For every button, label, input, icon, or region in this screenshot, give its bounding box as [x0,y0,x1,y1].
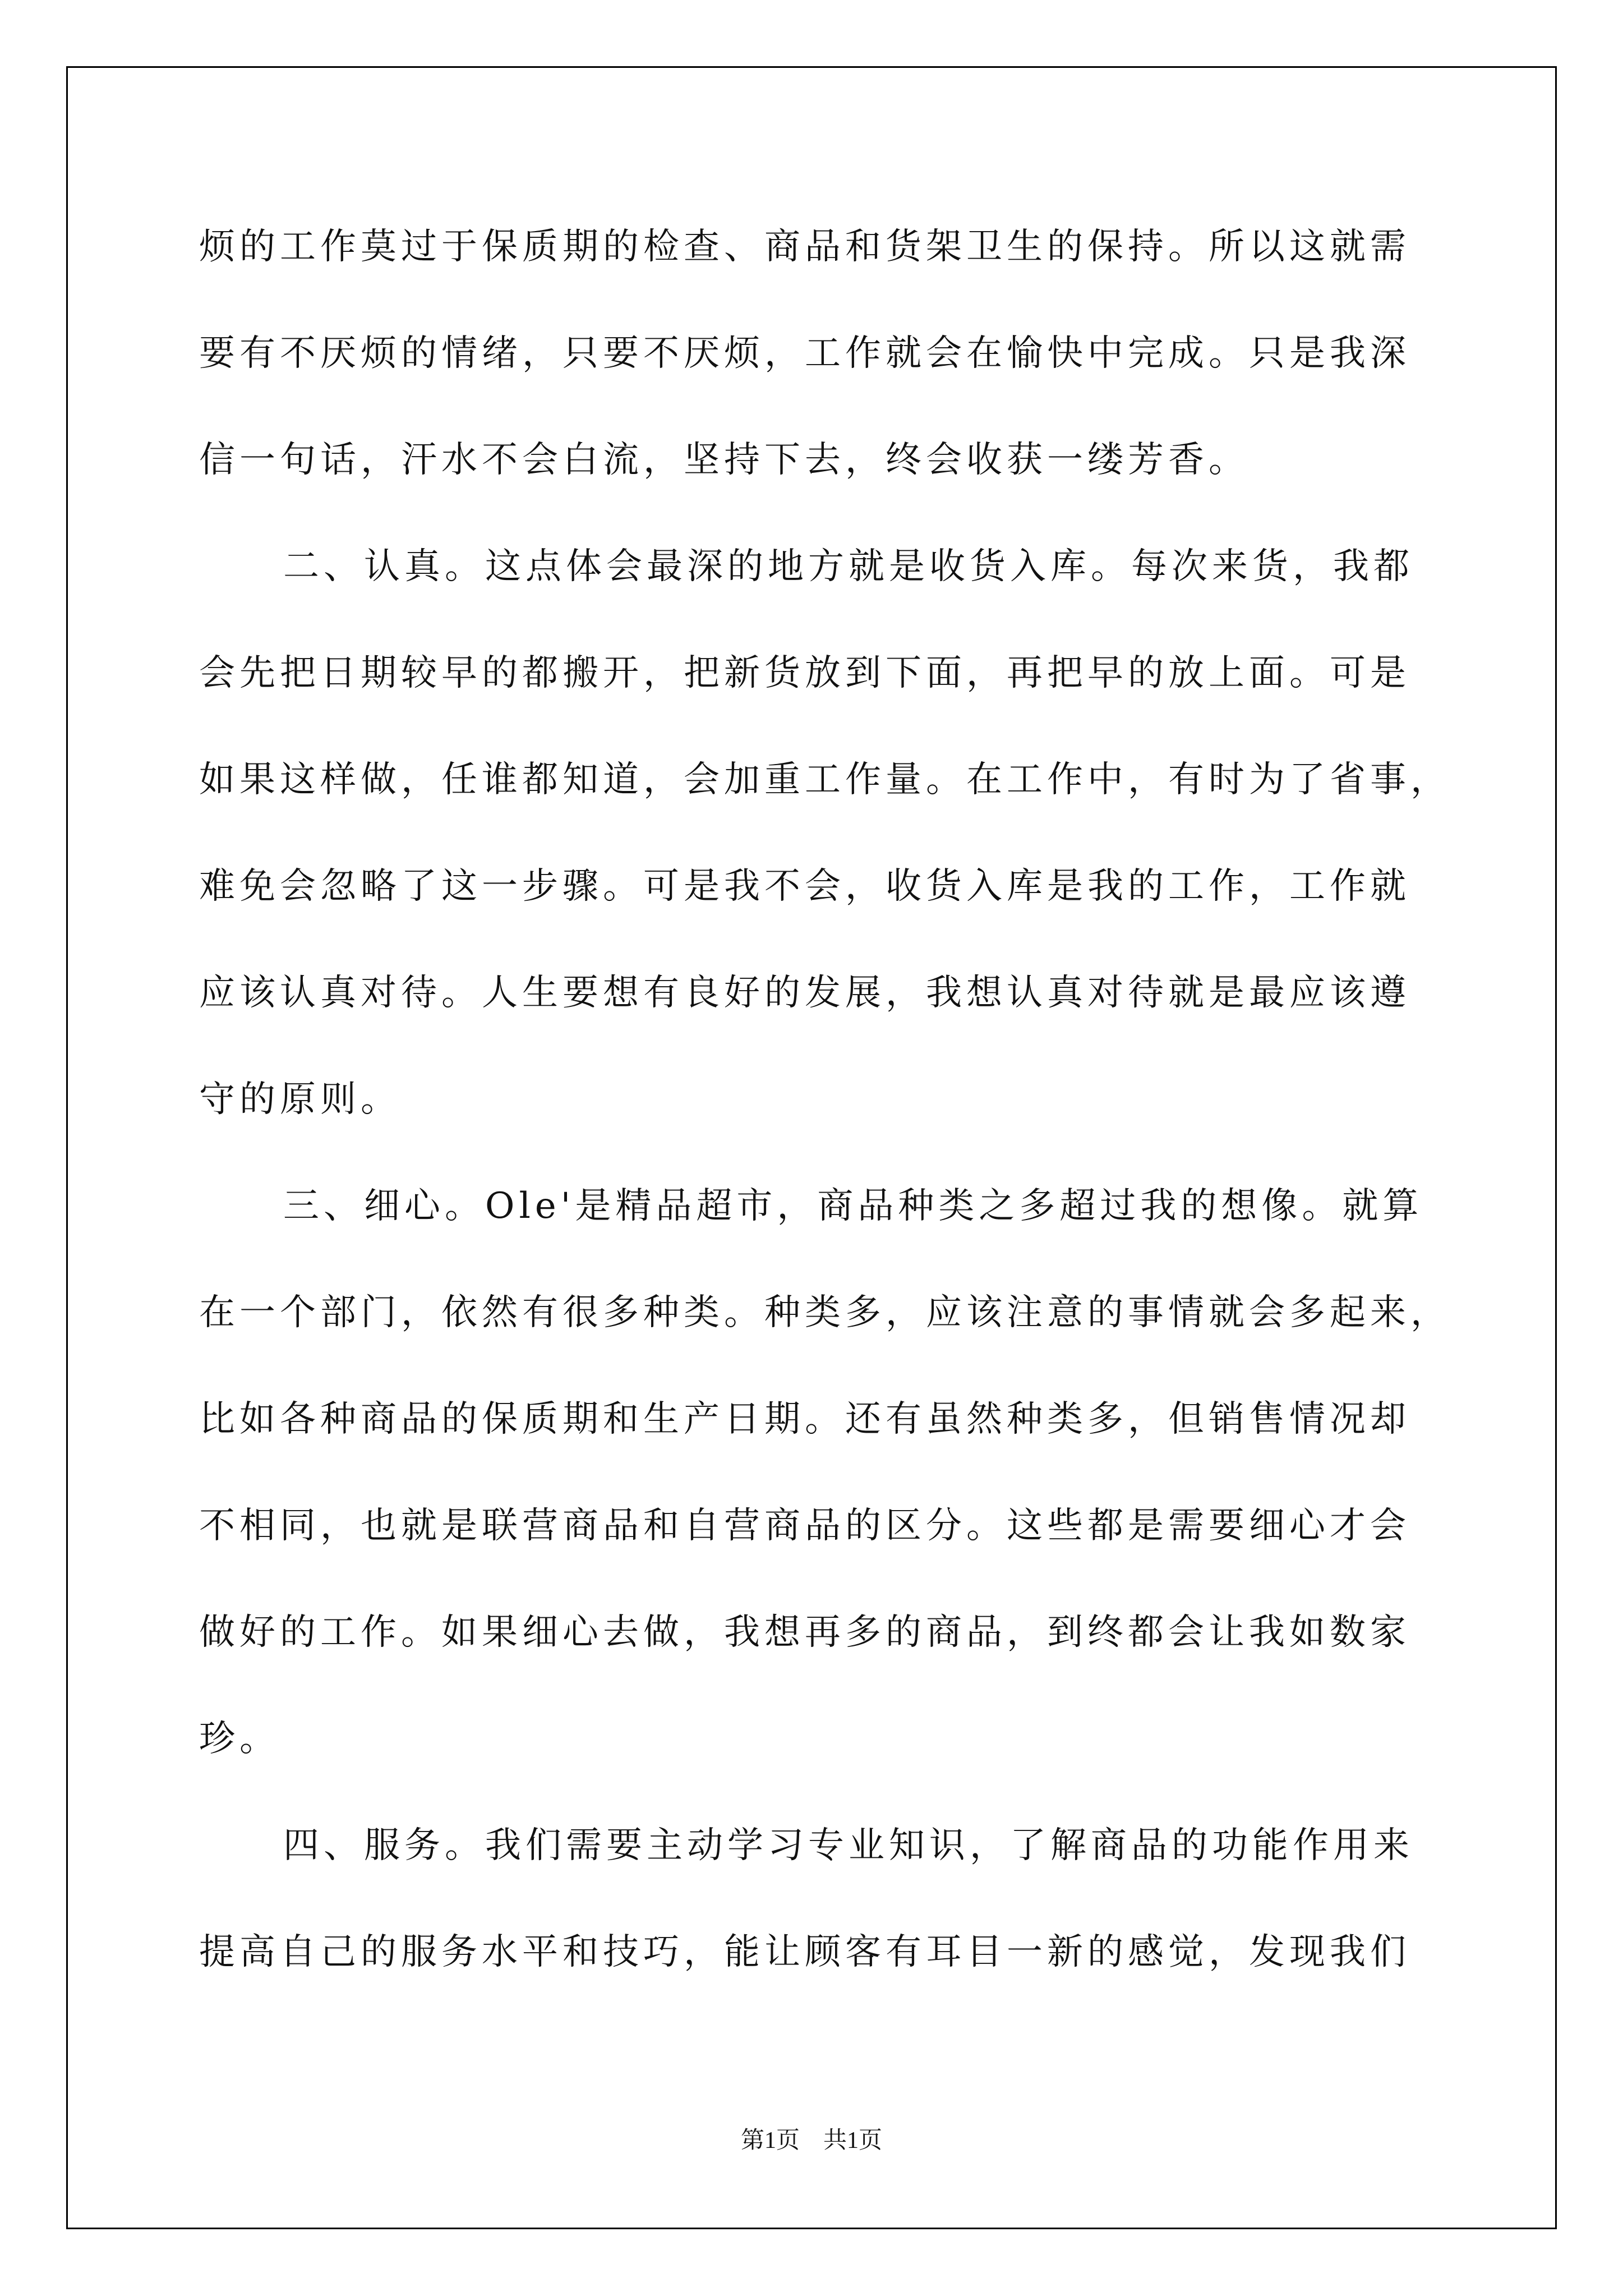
paragraph-start-line: 二、认真。这点体会最深的地方就是收货入库。每次来货，我都 [283,546,1414,587]
body-line: 难免会忽略了这一步骤。可是我不会，收货入库是我的工作，工作就 [199,866,1410,907]
paragraph-start-line: 四、服务。我们需要主动学习专业知识，了解商品的功能作用来 [283,1825,1414,1866]
page-border [66,66,1557,2229]
body-line: 要有不厌烦的情绪，只要不厌烦，工作就会在愉快中完成。只是我深 [199,333,1410,374]
body-line: 不相同，也就是联营商品和自营商品的区分。这些都是需要细心才会 [199,1505,1410,1547]
body-line: 做好的工作。如果细心去做，我想再多的商品，到终都会让我如数家 [199,1612,1410,1653]
body-line: 应该认真对待。人生要想有良好的发展，我想认真对待就是最应该遵 [199,972,1410,1014]
body-line: 会先把日期较早的都搬开，把新货放到下面，再把早的放上面。可是 [199,652,1410,694]
body-line: 提高自己的服务水平和技巧，能让顾客有耳目一新的感觉，发现我们 [199,1931,1410,1973]
paragraph-start-line: 三、细心。Ole'是精品超市，商品种类之多超过我的想像。就算 [283,1185,1423,1227]
page-number-footer: 第1页 共1页 [740,2128,882,2154]
body-line: 烦的工作莫过于保质期的检查、商品和货架卫生的保持。所以这就需 [199,226,1410,268]
body-line: 比如各种商品的保质期和生产日期。还有虽然种类多，但销售情况却 [199,1398,1410,1440]
body-line: 守的原则。 [199,1079,401,1120]
body-line: 在一个部门，依然有很多种类。种类多，应该注意的事情就会多起来， [199,1292,1451,1333]
body-line: 如果这样做，任谁都知道，会加重工作量。在工作中，有时为了省事， [199,759,1451,800]
body-line: 珍。 [199,1718,280,1760]
body-line: 信一句话，汗水不会白流，坚持下去，终会收获一缕芳香。 [199,439,1249,481]
